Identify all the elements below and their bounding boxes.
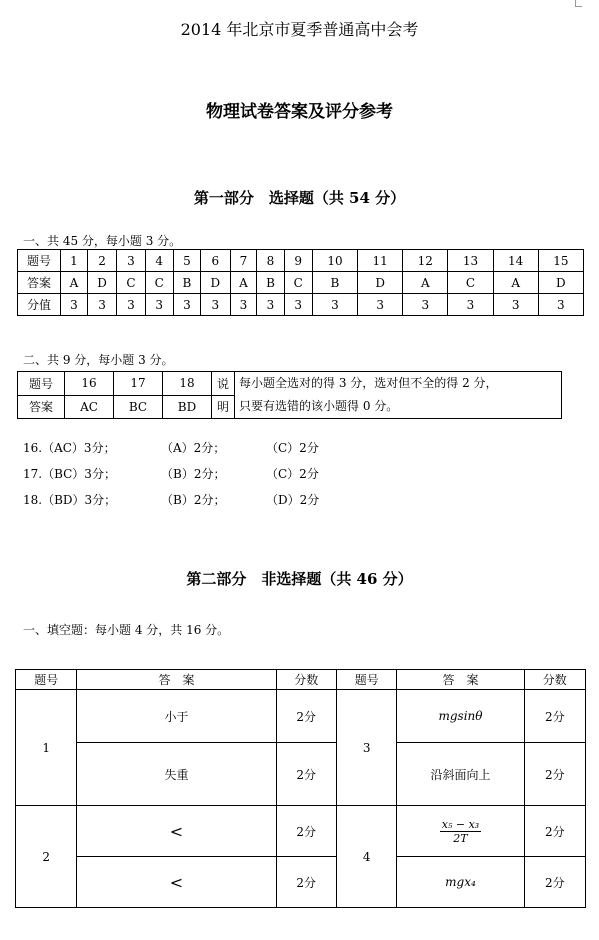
mc-line-part: 17.（BC）3分； [23,467,116,481]
table-cell: 3 [284,294,312,316]
table-cell: A [403,272,448,294]
part2-title: 第二部分 非选择题（共 46 分） [186,570,413,588]
answer-cell: mgsinθ [397,690,524,743]
table-cell: C [117,272,145,294]
question-number: 4 [336,806,396,908]
scoring-note [235,372,562,419]
table-cell: 10 [312,250,357,272]
table-cell: 3 [173,294,200,316]
table-cell: C [145,272,173,294]
table-cell: 1 [61,250,88,272]
table-header: 题号 [16,670,77,690]
question-number: 2 [16,806,77,908]
table-header: 题号 [336,670,396,690]
table-cell-label: 题号 [18,250,61,272]
table-cell: 16 [65,372,114,396]
table-cell: 15 [538,250,583,272]
question-number: 1 [16,690,77,806]
answer-cell: 失重 [77,743,276,806]
table-cell: 9 [284,250,312,272]
table-cell: BD [163,395,212,419]
table-cell: 14 [493,250,538,272]
table-cell: D [358,272,403,294]
table-cell: B [312,272,357,294]
table-cell: D [87,272,116,294]
table-cell: 7 [230,250,257,272]
part1-title: 第一部分 选择题（共 54 分） [193,189,406,207]
table-header-row [16,670,586,690]
table-row [18,372,562,396]
score-cell: 2分 [524,690,585,743]
table-cell: 3 [448,294,493,316]
scoring-note-line: 只要有选错的该小题得 0 分。 [239,399,399,413]
table-cell: AC [65,395,114,419]
scoring-note-line: 每小题全选对的得 3 分，选对但不全的得 2 分， [239,376,498,390]
table-header: 答 案 [77,670,276,690]
table-cell: 3 [538,294,583,316]
table-cell: 4 [145,250,173,272]
table-cell: 6 [201,250,230,272]
fraction [440,818,481,845]
table-cell-label: 分值 [18,294,61,316]
answer-cell: < [77,857,276,908]
table-cell: 12 [403,250,448,272]
part2-sec1-heading: 一、填空题：每小题 4 分，共 16 分。 [23,623,230,637]
mc-line-part: （C）2分 [266,467,319,481]
table-cell: C [448,272,493,294]
table-cell-label: 答案 [18,395,65,419]
note-label: 明 [212,395,235,419]
table-cell: 3 [117,250,145,272]
sub-title: 物理试卷答案及评分参考 [206,102,393,122]
table-cell: 3 [358,294,403,316]
table-cell: D [538,272,583,294]
score-cell: 2分 [524,806,585,857]
table-header: 分数 [524,670,585,690]
table-cell: 2 [87,250,116,272]
table-cell: 3 [117,294,145,316]
mc-line-part: （C）2分 [266,441,319,455]
table-header: 分数 [276,670,336,690]
answer-cell: mgx₄ [397,857,524,908]
table-cell: 3 [312,294,357,316]
fraction-numerator: x₅ − x₃ [441,817,480,831]
table-cell: 3 [403,294,448,316]
score-cell: 2分 [276,743,336,806]
answer-cell: 小于 [77,690,276,743]
table-cell: B [257,272,284,294]
table-cell: 5 [173,250,200,272]
table-cell-label: 题号 [18,372,65,396]
answer-cell [397,806,524,857]
table-cell: BC [114,395,163,419]
answer-table-16-18 [17,371,562,419]
score-cell: 2分 [524,857,585,908]
table-cell: A [493,272,538,294]
mc-line-part: 18.（BD）3分； [23,493,117,507]
mc-line-part: （A）2分； [161,441,226,455]
part1-sec2-heading: 二、共 9 分，每小题 3 分。 [23,353,174,367]
table-cell: C [284,272,312,294]
mc-line-part: （D）2分 [266,493,320,507]
table-cell: 17 [114,372,163,396]
table-cell: 13 [448,250,493,272]
table-row [18,250,584,272]
table-cell: 3 [257,294,284,316]
table-cell-label: 答案 [18,272,61,294]
score-cell: 2分 [276,857,336,908]
table-cell: 18 [163,372,212,396]
table-row [18,272,584,294]
answer-cell: < [77,806,276,857]
table-cell: 3 [201,294,230,316]
table-row [16,806,586,857]
page-corner-mark [575,0,582,7]
table-row [16,857,586,908]
table-cell: 3 [61,294,88,316]
table-cell: 8 [257,250,284,272]
table-cell: 11 [358,250,403,272]
score-cell: 2分 [276,690,336,743]
table-cell: B [173,272,200,294]
answer-cell: 沿斜面向上 [397,743,524,806]
table-row [16,690,586,743]
fraction-denominator: 2T [453,831,468,845]
table-cell: 3 [145,294,173,316]
table-cell: A [230,272,257,294]
note-label: 说 [212,372,235,396]
table-cell: 3 [493,294,538,316]
table-header: 答 案 [397,670,524,690]
answer-table-1-15 [17,249,584,316]
score-cell: 2分 [276,806,336,857]
mc-line-part: （B）2分； [161,467,226,481]
question-number: 3 [336,690,396,806]
part1-sec1-heading: 一、共 45 分，每小题 3 分。 [23,234,182,248]
mc-line-part: （B）2分； [161,493,226,507]
fill-in-answer-table [15,669,586,908]
table-cell: A [61,272,88,294]
table-row [18,294,584,316]
table-cell: D [201,272,230,294]
table-cell: 3 [230,294,257,316]
table-cell: 3 [87,294,116,316]
main-title: 2014 年北京市夏季普通高中会考 [180,20,419,39]
table-row [16,743,586,806]
score-cell: 2分 [524,743,585,806]
mc-line-part: 16.（AC）3分； [23,441,116,455]
